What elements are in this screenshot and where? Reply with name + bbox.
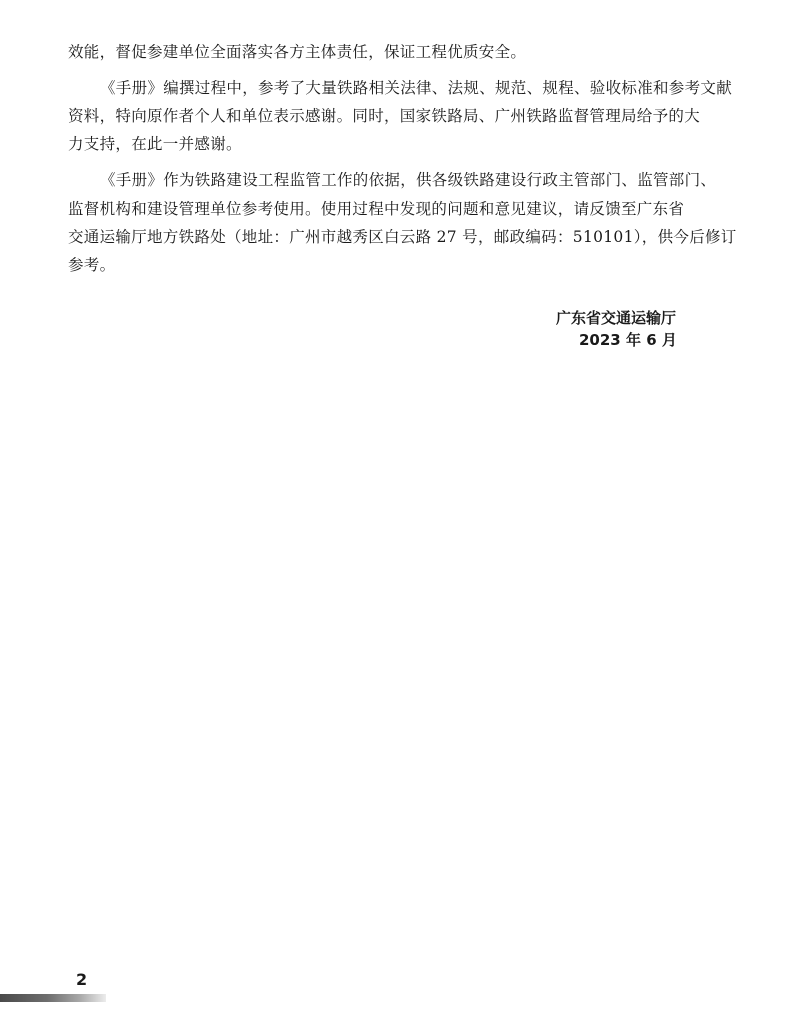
signature-date: 2023 年 6 月 [579, 331, 677, 349]
paragraph-line: 参考。 [68, 256, 116, 274]
signature-organization: 广东省交通运输厅 [556, 309, 677, 327]
footer-decoration-bar [0, 994, 106, 1002]
paragraph-line: 力支持，在此一并感谢。 [68, 135, 242, 153]
page-number: 2 [76, 970, 88, 989]
paragraph-line: 《手册》编撰过程中，参考了大量铁路相关法律、法规、规范、规程、验收标准和参考文献 [100, 79, 733, 97]
paragraph-line: 《手册》作为铁路建设工程监管工作的依据，供各级铁路建设行政主管部门、监管部门、 [100, 171, 717, 189]
paragraph-line: 交通运输厅地方铁路处（地址：广州市越秀区白云路 27 号，邮政编码：510101），供今后修订 [68, 228, 737, 246]
paragraph-line: 监督机构和建设管理单位参考使用。使用过程中发现的问题和意见建议，请反馈至广东省 [68, 200, 685, 218]
paragraph-line: 效能，督促参建单位全面落实各方主体责任，保证工程优质安全。 [68, 43, 527, 61]
paragraph-line: 资料，特向原作者个人和单位表示感谢。同时，国家铁路局、广州铁路监督管理局给予的大 [68, 107, 701, 125]
